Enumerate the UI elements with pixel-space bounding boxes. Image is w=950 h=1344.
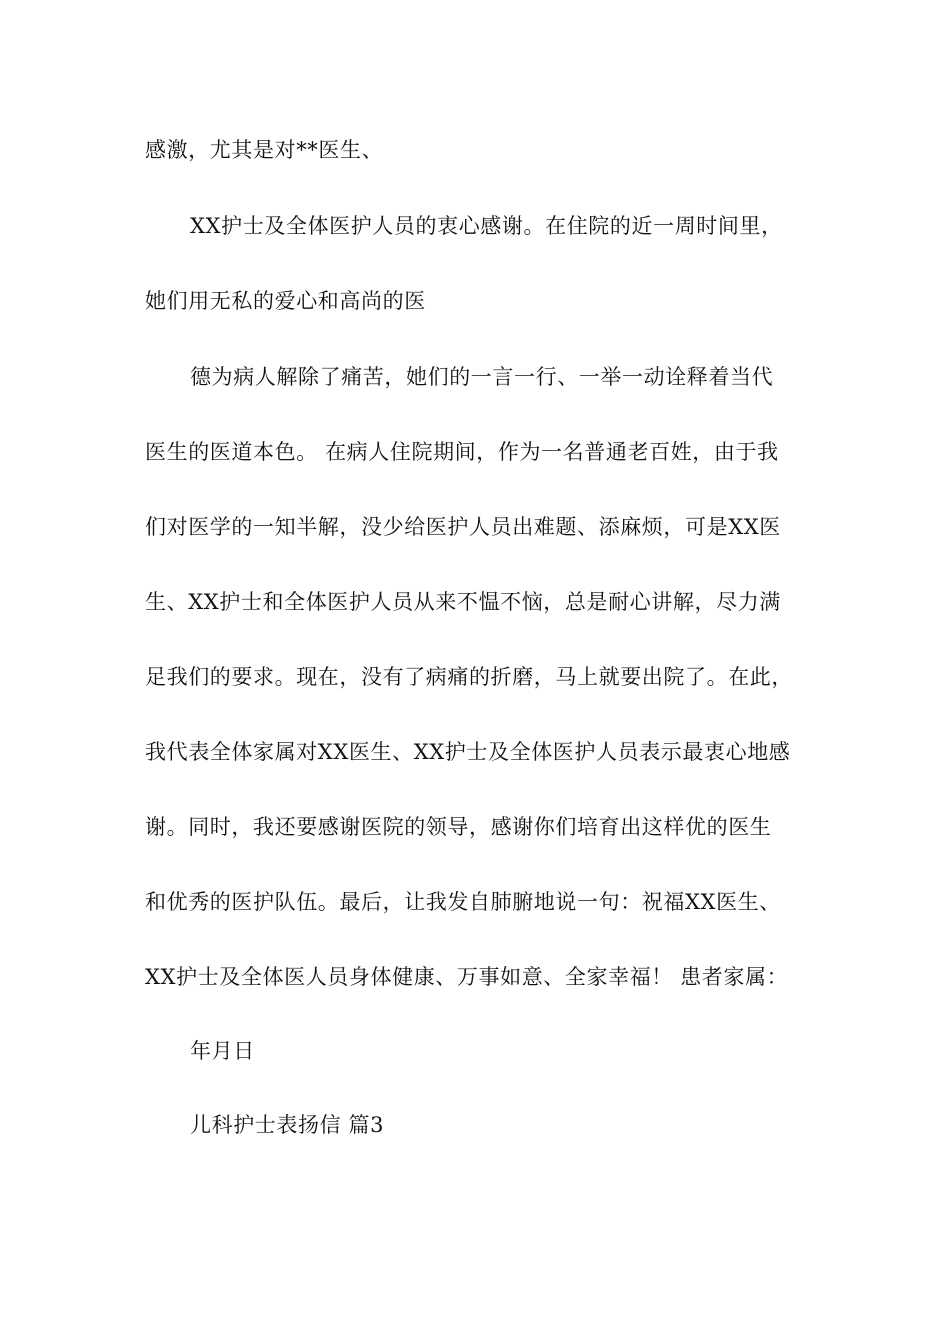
date-line: 年月日 — [190, 1039, 255, 1063]
text-line-12: XX护士及全体医人员身体健康、万事如意、全家幸福！ 患者家属： — [145, 965, 789, 989]
text-line-10: 谢。同时，我还要感谢医院的领导，感谢你们培育出这样优的医生 — [145, 815, 772, 839]
text-line-4: 德为病人解除了痛苦，她们的一言一行、一举一动诠释着当代 — [190, 365, 774, 389]
text-line-11: 和优秀的医护队伍。最后，让我发自肺腑地说一句：祝福XX医生、 — [145, 890, 781, 914]
text-line-2: XX护士及全体医护人员的衷心感谢。在住院的近一周时间里， — [190, 214, 783, 238]
text-line-5: 医生的医道本色。 在病人住院期间，作为一名普通老百姓，由于我 — [145, 440, 779, 464]
text-line-6: 们对医学的一知半解，没少给医护人员出难题、添麻烦，可是XX医 — [145, 515, 781, 539]
text-line-8: 足我们的要求。现在，没有了病痛的折磨，马上就要出院了。在此， — [145, 665, 793, 689]
text-line-3: 她们用无私的爱心和高尚的医 — [145, 289, 426, 313]
text-line-7: 生、XX护士和全体医护人员从来不愠不恼，总是耐心讲解，尽力满 — [145, 590, 781, 614]
text-line-9: 我代表全体家属对XX医生、XX护士及全体医护人员表示最衷心地感 — [145, 740, 791, 764]
text-line-1: 感激，尤其是对**医生、 — [145, 138, 384, 162]
section-heading: 儿科护士表扬信 篇3 — [190, 1113, 385, 1137]
